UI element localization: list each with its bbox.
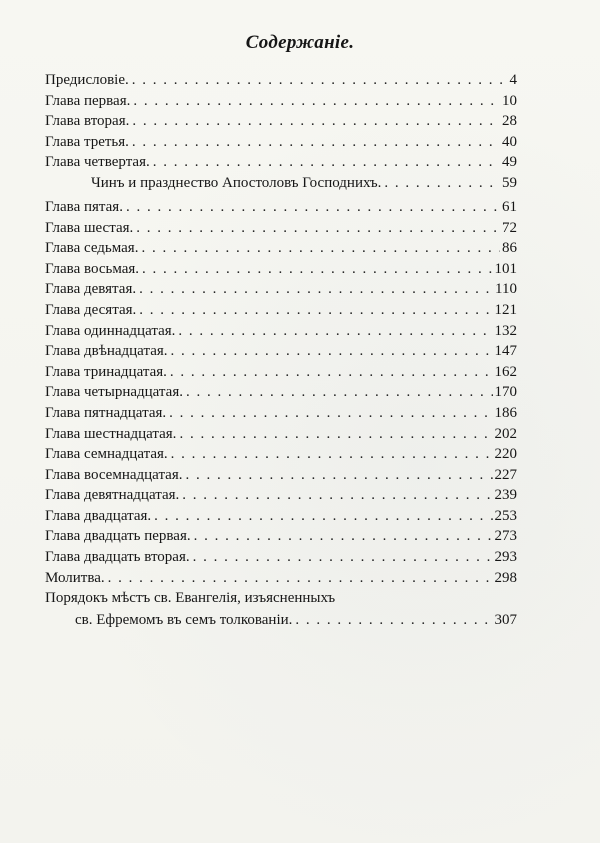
toc-entry-label: Предисловіе. (45, 72, 129, 88)
toc-entry-page: 40 (502, 133, 517, 150)
toc-entry-label: Глава тринадцатая. (45, 363, 167, 380)
toc-entry-chapter-2 (45, 111, 517, 132)
toc-entry-page: 227 (494, 466, 517, 483)
toc-entry-page: 186 (494, 404, 517, 421)
toc-entry-chapter-1 (45, 91, 517, 112)
toc-entry-page: 86 (502, 240, 517, 257)
dot-leader (193, 547, 493, 568)
toc-entry-label: Глава третья. (45, 133, 129, 150)
toc-entry-page: 170 (494, 384, 517, 401)
dot-leader (132, 132, 500, 153)
toc-entry-chapter-11 (45, 321, 517, 342)
toc-entry-page: 101 (494, 260, 517, 277)
toc-entry-label: Глава двадцать первая. (45, 528, 191, 545)
dot-leader (126, 197, 500, 218)
toc-entry-gospel-index-line2 (45, 610, 517, 631)
toc-entry-chapter-6 (45, 218, 517, 239)
toc-entry-chapter-13 (45, 362, 517, 383)
dot-leader (108, 568, 493, 589)
dot-leader (139, 300, 492, 321)
toc-entry-label: Глава четырнадцатая. (45, 384, 183, 401)
toc-entry-label: Глава двадцать вторая. (45, 549, 190, 566)
dot-leader (171, 444, 493, 465)
toc-entry-page: 220 (494, 446, 517, 463)
toc-entry-page: 110 (495, 281, 517, 298)
toc-entry-label: Глава четвертая. (45, 154, 150, 171)
table-of-contents (45, 70, 517, 631)
toc-entry-chapter-8 (45, 259, 517, 280)
dot-leader (133, 91, 500, 112)
toc-entry-page: 28 (502, 113, 517, 130)
toc-entry-label: Молитва. (45, 569, 105, 586)
toc-entry-prayer (45, 568, 517, 589)
toc-entry-chapter-12 (45, 341, 517, 362)
dot-leader (185, 465, 492, 486)
toc-entry-label: Чинъ и празднество Апостоловъ Господнихъ. (91, 174, 382, 191)
dot-leader (169, 403, 492, 424)
toc-entry-label: Глава двѣнадцатая. (45, 343, 168, 360)
toc-entry-chapter-17 (45, 444, 517, 465)
toc-entry-chapter-16 (45, 424, 517, 445)
toc-entry-label: Глава шестая. (45, 219, 134, 236)
toc-entry-label: Глава пятнадцатая. (45, 404, 167, 421)
page-title: Содержаніе. (245, 32, 355, 53)
toc-entry-label: Глава двадцатая. (45, 507, 152, 524)
toc-entry-page: 132 (494, 322, 517, 339)
toc-entry-chapter-4 (45, 152, 517, 173)
dot-leader (170, 362, 493, 383)
toc-entry-label: Глава девятнадцатая. (45, 487, 180, 504)
toc-entry-chapter-5 (45, 197, 517, 218)
dot-leader (139, 279, 493, 300)
dot-leader (136, 218, 500, 239)
toc-entry-chapter-20 (45, 506, 517, 527)
toc-entry-page: 307 (494, 612, 517, 629)
toc-entry-label: Глава одиннадцатая. (45, 322, 176, 339)
toc-entry-label: Глава пятая. (45, 198, 123, 215)
toc-entry-preface (45, 70, 517, 91)
toc-entry-chapter-18 (45, 465, 517, 486)
toc-entry-page: 202 (494, 425, 517, 442)
toc-entry-chapter-10 (45, 300, 517, 321)
toc-entry-label: Глава восемнадцатая. (45, 466, 183, 483)
dot-leader (132, 111, 500, 132)
dot-leader (153, 152, 500, 173)
dot-leader (142, 259, 492, 280)
toc-entry-label: Глава девятая. (45, 281, 137, 298)
toc-entry-page: 4 (509, 72, 517, 88)
toc-entry-page: 59 (502, 174, 517, 191)
dot-leader (178, 321, 492, 342)
toc-entry-chapter-15 (45, 403, 517, 424)
toc-entry-page: 298 (494, 569, 517, 586)
dot-leader (132, 70, 508, 91)
toc-entry-chapter-22 (45, 547, 517, 568)
dot-leader (179, 424, 492, 445)
dot-leader (182, 485, 492, 506)
toc-entry-chapter-21 (45, 526, 517, 547)
dot-leader (295, 610, 492, 631)
toc-entry-chapter-19 (45, 485, 517, 506)
toc-entry-page: 121 (494, 301, 517, 318)
toc-entry-gospel-index-line1 (45, 588, 517, 610)
toc-entry-chapter-3 (45, 132, 517, 153)
toc-entry-page: 10 (502, 92, 517, 109)
toc-entry-page: 147 (494, 343, 517, 360)
dot-leader (171, 341, 493, 362)
toc-entry-label: Глава десятая. (45, 301, 137, 318)
toc-entry-page: 273 (494, 528, 517, 545)
toc-entry-page: 61 (502, 198, 517, 215)
toc-entry-label: Порядокъ мѣстъ св. Евангелія, изъясненныхъ (45, 590, 336, 607)
toc-entry-label: Глава шестнадцатая. (45, 425, 177, 442)
toc-entry-chapter-9 (45, 279, 517, 300)
toc-entry-page: 253 (494, 507, 517, 524)
dot-leader (194, 526, 493, 547)
dot-leader (154, 506, 492, 527)
toc-entry-apostles-rite (45, 173, 517, 197)
toc-entry-label: Глава первая. (45, 92, 131, 109)
toc-entry-chapter-7 (45, 238, 517, 259)
toc-entry-page: 49 (502, 154, 517, 171)
toc-entry-page: 293 (494, 549, 517, 566)
dot-leader (141, 238, 500, 259)
toc-entry-label: св. Ефремомъ въ семъ толкованіи. (75, 612, 293, 629)
toc-entry-page: 239 (494, 487, 517, 504)
toc-entry-label: Глава восьмая. (45, 260, 140, 277)
toc-entry-page: 72 (502, 219, 517, 236)
toc-entry-label: Глава седьмая. (45, 240, 139, 257)
toc-entry-chapter-14 (45, 382, 517, 403)
toc-entry-page: 162 (494, 363, 517, 380)
dot-leader (384, 173, 500, 194)
dot-leader (186, 382, 493, 403)
toc-entry-label: Глава вторая. (45, 113, 130, 130)
toc-entry-label: Глава семнадцатая. (45, 446, 168, 463)
